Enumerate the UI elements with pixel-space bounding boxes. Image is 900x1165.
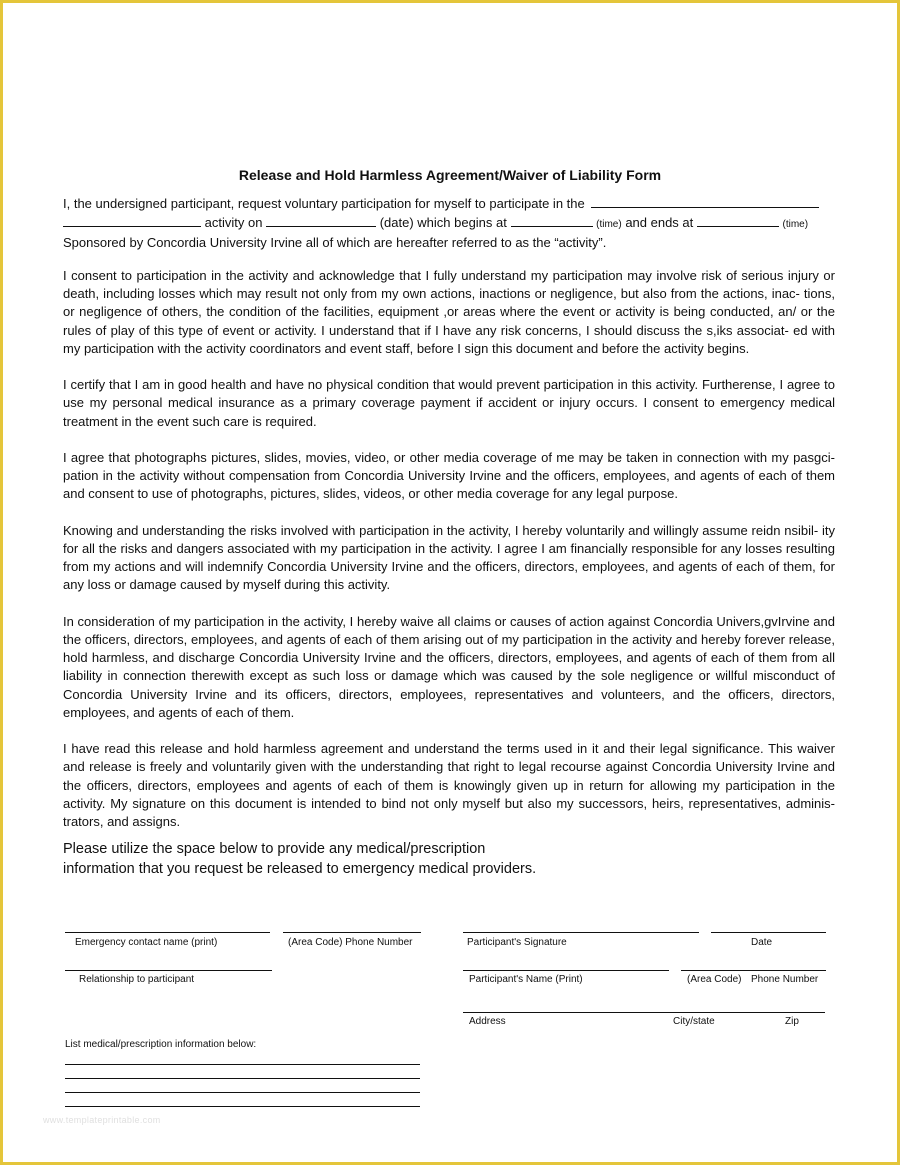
medical-line-2[interactable] — [65, 1078, 420, 1079]
acknowledgement-paragraph: I have read this release and hold harmless agreement and understand the terms used in it and their legal significance. This waiver and release is freely and voluntarily given with the understanding that right to legal recourse against Concordia University Irvine and the officers, directors, employees and agents of each of them is knowingly given up in return for allowing my participation in the activity. My signature on this document is intended to bind not only myself but also my successors, heirs, representatives, adminis- trators, and assigns. — [63, 741, 835, 830]
relationship-label: Relationship to participant — [79, 974, 195, 985]
phone-number-label-2: Phone Number — [751, 974, 819, 985]
activity-name-field-b[interactable] — [63, 213, 201, 227]
area-phone-label-1: (Area Code) Phone Number — [288, 937, 413, 948]
participant-name-line[interactable] — [463, 970, 669, 971]
begin-time-field[interactable] — [511, 213, 593, 227]
medical-line-1[interactable] — [65, 1064, 420, 1065]
date-label: Date — [751, 937, 773, 948]
address-label: Address — [469, 1016, 506, 1027]
signature-label: Participant's Signature — [467, 937, 567, 948]
medical-list-label: List medical/prescription information below: — [65, 1039, 257, 1050]
activity-on-label: activity on — [204, 215, 263, 231]
signature-line[interactable] — [463, 932, 699, 933]
intro-line-2 — [63, 213, 835, 234]
medical-note-line-2: information that you request be released to emergency medical providers. — [63, 861, 537, 877]
end-time-field[interactable] — [697, 213, 779, 227]
address-line[interactable] — [463, 1012, 825, 1013]
health-paragraph: I certify that I am in good health and have no physical condition that would prevent participation in this activity. Furtherense, I agree to use my personal medical insurance as a primary coverage payment if accident or injury occurs. I consent to emergency medical treatment in the event such care is required. — [63, 377, 835, 429]
time-label-2: (time) — [782, 219, 809, 231]
watermark: www.templateprintable.com — [43, 1115, 161, 1125]
zip-label: Zip — [785, 1016, 799, 1027]
intro-text-1: I, the undersigned participant, request voluntary participation for myself to participate in the — [63, 196, 585, 211]
medical-note-line-1: Please utilize the space below to provide any medical/prescription — [63, 841, 486, 857]
date-begins-label: (date) which begins at — [379, 215, 507, 231]
risk-paragraph: Knowing and understanding the risks involved with participation in the activity, I hereby voluntarily and willingly assume reidn nsibil- ity for all the risks and dangers associated with my participation in the activity. I agree I am financially responsible for any losses resulting from my actions and will indemnify Concordia University Irvine and the officers, directors, employees, and agents of each of them, for any loss or damage caused by myself during this activity. — [63, 522, 835, 593]
medical-line-3[interactable] — [65, 1092, 420, 1093]
activity-date-field[interactable] — [266, 213, 376, 227]
ends-at-label: and ends at — [625, 215, 694, 231]
emergency-phone-line[interactable] — [283, 932, 421, 933]
intro-block — [63, 194, 835, 253]
intro-line-3: Sponsored by Concordia University Irvine all of which are hereafter referred to as the “activity”. — [63, 235, 607, 251]
area-code-label-2: (Area Code) — [687, 974, 742, 985]
consent-paragraph: I consent to participation in the activity and acknowledge that I fully understand my participation may involve risk of serious injury or death, including losses which may result not only from my own actions, inactions or negligence, but also from the actions, inac- tions, or negligence of others, the condition of the facilities, equipment ,or areas where the event or activity is being conducted, an/ or the rules of play of this type of event or activity. I understand that if I have any risk concerns, I should discuss the s,iks associat- ed with my participation with the activity coordinators and event staff, before I sign this document and before the activity begins. — [63, 268, 835, 356]
time-label-1: (time) — [596, 219, 622, 231]
medical-line-4[interactable] — [65, 1106, 420, 1107]
relationship-line[interactable] — [65, 970, 272, 971]
emergency-contact-label: Emergency contact name (print) — [75, 937, 218, 948]
participant-name-label: Participant's Name (Print) — [469, 974, 583, 985]
intro-line-1 — [63, 194, 835, 213]
date-line[interactable] — [711, 932, 826, 933]
city-state-label: City/state — [673, 1016, 715, 1027]
agreement-body — [63, 267, 835, 849]
media-paragraph: I agree that photographs pictures, slides, movies, video, or other media coverage of me may be taken in connection with my pasgci- pation in the activity without compensation from Concordia University Irvine and the officers, employees, and agents of each of them and consent to use of photographs, pictures, slides, videos, or other media coverage for any legal purpose. — [63, 450, 835, 502]
emergency-contact-line[interactable] — [65, 932, 270, 933]
activity-name-field-a[interactable] — [591, 194, 819, 208]
medical-note — [63, 839, 623, 879]
form-title: Release and Hold Harmless Agreement/Waiver of Liability Form — [238, 167, 662, 183]
waiver-paragraph: In consideration of my participation in the activity, I hereby waive all claims or causes of action against Concordia Univers,gvIrvine and the officers, directors, employees, and agents of each of them arising out of my participation in the activity and hereby forever release, hold harmless, and discharge Concordia University Irvine and the officers, directors, employees, and agents of each of them from all liability in connection therewith except as such loss or damage which was caused by the sole negligence or willful misconduct of Concordia University Irvine and its officers, directors, employees, representatives and volunteers, and the officers, directors, employees, and agents of each of them. — [63, 613, 835, 720]
participant-phone-line[interactable] — [681, 970, 826, 971]
